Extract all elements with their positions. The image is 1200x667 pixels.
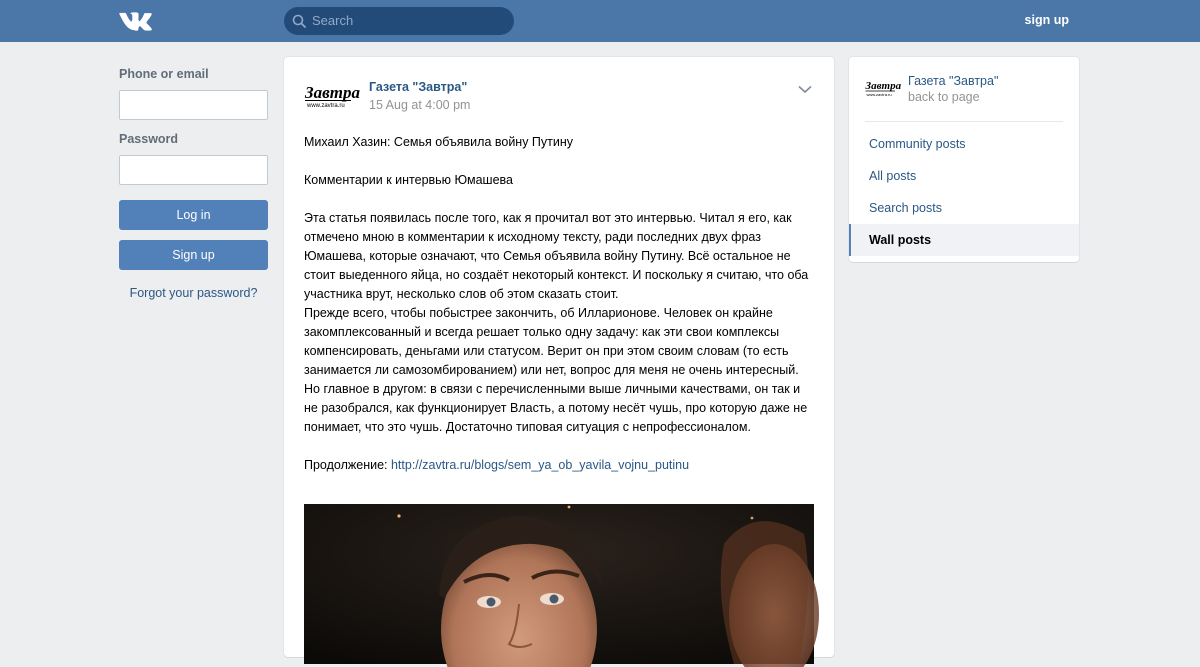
continuation-label: Продолжение:	[304, 458, 391, 472]
search-placeholder: Search	[312, 13, 354, 28]
side-community-name[interactable]: Газета "Завтра"	[908, 74, 999, 88]
post-title: Михаил Хазин: Семья объявила войну Путину	[304, 135, 574, 149]
photo-illustration	[304, 504, 814, 664]
top-header	[0, 0, 1200, 42]
side-avatar-text: Завтра	[865, 80, 902, 92]
post-paragraph-2: Прежде всего, чтобы побыстрее закончить, об Илларионове. Человек он крайне закомплексованный и всегда решает только одну задачу: как эти свои комплексы компенсировать, деньгами или статусом. Верит он при этом своим словам (то есть занимается ли самозомбированием) или нет, вопрос для меня не очень интересный. Но главное в другом: в связи с перечисленными выше личными качествами, он так и не разобрался, как функционирует Власть, а потому несёт чушь, про которую даже не понимает, что это чушь. Достаточно типовая ситуация с непрофессионалом.	[304, 306, 808, 434]
login-button[interactable]: Log in	[119, 200, 268, 230]
search-icon	[292, 14, 306, 28]
search-input[interactable]	[284, 7, 514, 35]
continuation-link[interactable]: http://zavtra.ru/blogs/sem_ya_ob_yavila_vojnu_putinu	[390, 458, 690, 472]
signup-button[interactable]: Sign up	[119, 240, 268, 270]
post-subtitle: Комментарии к интервью Юмашева	[304, 173, 513, 187]
side-avatar-subtext: www.zavtra.ru	[866, 92, 892, 97]
chevron-down-icon[interactable]	[798, 85, 812, 94]
post-photo[interactable]	[304, 504, 814, 664]
avatar-subtext: www.zavtra.ru	[307, 103, 345, 109]
post-text	[304, 133, 816, 475]
phone-label: Phone or email	[119, 67, 209, 81]
vk-logo-icon[interactable]	[119, 10, 152, 31]
password-field[interactable]	[119, 155, 268, 185]
post-continuation	[304, 456, 816, 475]
post-date[interactable]: 15 Aug at 4:00 pm	[369, 98, 471, 112]
community-side-menu	[849, 57, 1079, 262]
forgot-password-link[interactable]: Forgot your password?	[129, 286, 258, 300]
community-avatar[interactable]	[304, 79, 360, 109]
divider	[865, 121, 1063, 122]
phone-email-field[interactable]	[119, 90, 268, 120]
menu-item-all-posts[interactable]: All posts	[869, 169, 917, 183]
post-paragraph-1: Эта статья появилась после того, как я прочитал вот это интервью. Читал я его, как отмечено мною в комментарии к исходному тексту, ради последних двух фраз Юмашева, которые означают, что Семья объявила войну Путину. Всё остальное не стоит выеденного яйца, но создаёт некоторый контекст. И поскольку я считаю, что оба участника врут, несколько слов об этом сказать стоит.	[304, 211, 809, 301]
back-to-page-link[interactable]: back to page	[908, 90, 980, 104]
avatar-text: Завтра	[305, 83, 360, 102]
menu-item-community-posts[interactable]: Community posts	[869, 137, 966, 151]
side-community-avatar[interactable]	[865, 77, 902, 97]
post-author-link[interactable]: Газета "Завтра"	[369, 80, 468, 94]
header-signup-link[interactable]: sign up	[1024, 13, 1069, 27]
menu-item-search-posts[interactable]: Search posts	[869, 201, 942, 215]
wall-post	[284, 57, 834, 657]
menu-item-wall-posts[interactable]: Wall posts	[849, 224, 1079, 256]
password-label: Password	[119, 132, 179, 146]
